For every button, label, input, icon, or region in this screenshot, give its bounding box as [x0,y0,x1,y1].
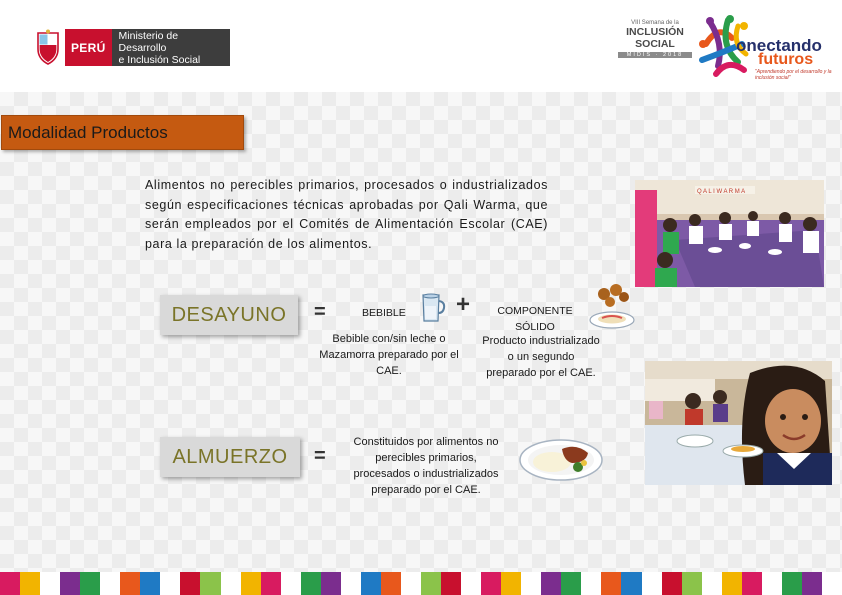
classroom-photo [635,180,824,287]
plus-sign: + [456,291,471,318]
government-logo [35,29,230,66]
ministry-line-1: Ministerio de Desarrollo [118,29,179,54]
cup-icon [420,292,446,324]
logo-word-onectando: onectando [736,36,822,55]
logo-tagline: "Aprendiendo por el desarrollo y la inclusión social" [755,69,832,81]
almuerzo-description: Constituidos por alimentos no perecibles primarios, procesados o industrializados preparado por el CAE. [353,436,499,496]
girl-eating-image [645,361,832,485]
solido-description: Producto industrializado o un segundo preparado por el CAE. [482,335,600,379]
photo-sign-text: Q A L I W A R M A [697,189,746,195]
lunch-plate-icon [518,433,604,483]
week-line-1: VIII Semana de la [631,20,679,26]
bebible-description: Bebible con/sin leche o Mazamorra preparado por el CAE. [319,333,459,377]
conectando-futuros-logo [698,14,833,80]
ministry-name [112,29,230,66]
inclusion-week-logo [614,20,696,64]
intro-paragraph: Alimentos no perecibles primarios, procesados o industrializados según especificaciones técnicas aprobadas por Qali Warma, que serán empleados por el Comités de Alimentación Escolar (CAE) para la preparación de los alimentos. [145,178,548,251]
logo-word-futuros: futuros [758,51,814,68]
componente-solido-tag: COMPONENTE SÓLIDO [497,305,573,333]
desayuno-equals: = [314,301,326,323]
student-photo [645,361,832,485]
week-line-2: INCLUSIÓN SOCIAL [626,26,684,50]
peru-label: PERÚ [65,29,112,66]
children-eating-image [635,180,824,287]
decorative-color-strip [0,572,842,595]
desayuno-label: DESAYUNO [160,295,298,335]
section-title: Modalidad Productos [1,115,244,150]
bebible-tag: BEBIBLE [362,307,406,319]
almuerzo-label: ALMUERZO [160,437,300,477]
coat-of-arms-icon [35,29,61,66]
almuerzo-equals: = [314,445,326,467]
bread-plate-icon [588,280,640,332]
week-line-3: MIDIS · 2018 [618,52,692,58]
ministry-line-2: e Inclusión Social [118,53,201,66]
